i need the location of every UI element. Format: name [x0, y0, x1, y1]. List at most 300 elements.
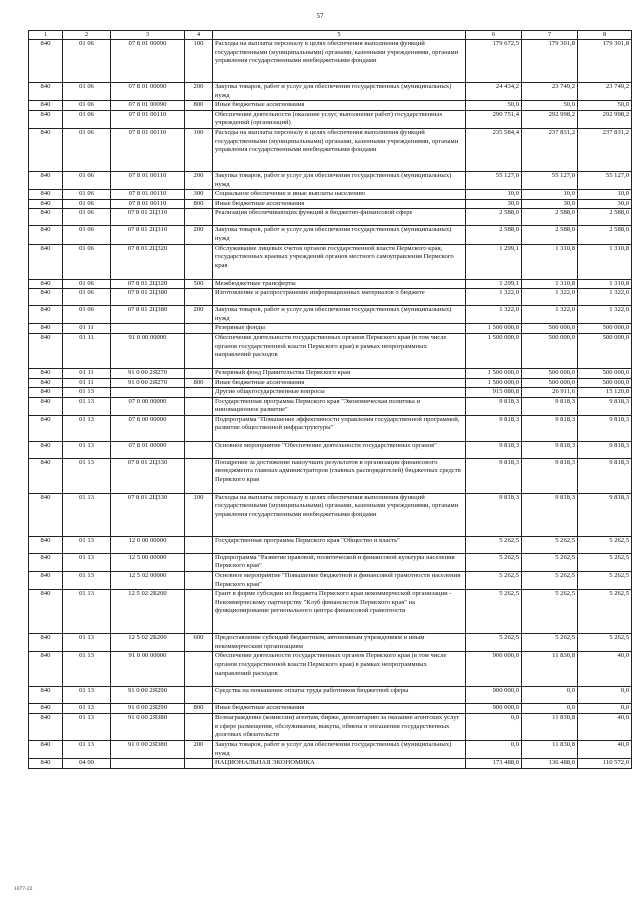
amount-year3-cell: 5 262,5 [578, 553, 632, 571]
agency-code-cell: 840 [29, 493, 63, 536]
amount-year1-cell: 9 818,3 [466, 493, 522, 536]
amount-year2-cell: 0,0 [522, 687, 578, 704]
section-code-cell: 01 06 [63, 279, 111, 289]
description-cell: Реализация обеспечивающих функций в бюджетно-финансовой сфере [213, 209, 466, 226]
description-cell: Поощрение за достижение наилучших результатов в организации финансового менеджмента главных администраторов (главных распорядителей) бюджетных средств Пермского края [213, 458, 466, 493]
description-cell: Средства на повышение оплаты труда работников бюджетной сферы [213, 687, 466, 704]
target-article-cell: 07 8 01 2Ц310 [111, 209, 185, 226]
amount-year1-cell: 24 434,2 [466, 83, 522, 101]
amount-year3-cell: 15 120,8 [578, 388, 632, 398]
amount-year3-cell: 23 749,2 [578, 83, 632, 101]
expense-type-cell [185, 388, 213, 398]
table-row [29, 536, 632, 553]
amount-year2-cell: 9 818,3 [522, 397, 578, 415]
column-header: 1 [29, 31, 63, 40]
expense-type-cell: 100 [185, 40, 213, 83]
description-cell: Грант в форме субсидии из бюджета Пермского края некоммерческой организации - Некоммерческому партнерству "Клуб финансистов Пермского края" на функционирование регионального центра финансовой грамотности [213, 590, 466, 634]
table-row [29, 324, 632, 334]
amount-year1-cell: 173 488,0 [466, 759, 522, 769]
amount-year3-cell: 5 262,5 [578, 536, 632, 553]
table-row [29, 199, 632, 209]
section-code-cell: 01 13 [63, 458, 111, 493]
amount-year1-cell: 5 262,5 [466, 536, 522, 553]
agency-code-cell: 840 [29, 553, 63, 571]
amount-year1-cell: 2 588,0 [466, 226, 522, 244]
amount-year1-cell: 235 584,4 [466, 128, 522, 171]
section-code-cell: 01 06 [63, 306, 111, 324]
section-code-cell: 01 13 [63, 590, 111, 634]
table-row [29, 741, 632, 759]
table-row [29, 40, 632, 83]
description-cell: Закупка товаров, работ и услуг для обеспечения государственных (муниципальных) нужд [213, 306, 466, 324]
target-article-cell: 07 8 01 00110 [111, 128, 185, 171]
amount-year3-cell: 0,0 [578, 704, 632, 714]
expense-type-cell: 200 [185, 226, 213, 244]
amount-year1-cell: 290 751,4 [466, 110, 522, 128]
section-code-cell: 01 13 [63, 397, 111, 415]
amount-year1-cell: 5 262,5 [466, 572, 522, 590]
section-code-cell: 01 11 [63, 378, 111, 388]
expense-type-cell [185, 759, 213, 769]
agency-code-cell: 840 [29, 199, 63, 209]
amount-year1-cell: 30,0 [466, 199, 522, 209]
table-row [29, 441, 632, 458]
table-header-row [29, 31, 632, 40]
amount-year1-cell: 900 000,0 [466, 652, 522, 687]
description-cell: Основное мероприятие "Обеспечение деятельности государственных органов" [213, 441, 466, 458]
description-cell: Расходы на выплаты персоналу в целях обеспечения выполнения функций государственными (муниципальными) органами, казенными учреждениями, органами управления государственными внебюджетными фондами [213, 128, 466, 171]
amount-year2-cell: 136 488,0 [522, 759, 578, 769]
expense-type-cell [185, 458, 213, 493]
amount-year3-cell: 500 000,0 [578, 368, 632, 378]
section-code-cell: 01 13 [63, 714, 111, 741]
table-row [29, 704, 632, 714]
description-cell: Подпрограмма "Повышение эффективности управления государственной программой, развитие общественной инфраструктуры" [213, 415, 466, 441]
amount-year2-cell: 9 818,3 [522, 441, 578, 458]
target-article-cell: 07 8 01 00110 [111, 190, 185, 200]
amount-year1-cell: 1 322,0 [466, 289, 522, 306]
agency-code-cell: 840 [29, 572, 63, 590]
agency-code-cell: 840 [29, 388, 63, 398]
section-code-cell: 04 00 [63, 759, 111, 769]
target-article-cell [111, 324, 185, 334]
amount-year2-cell: 1 310,8 [522, 279, 578, 289]
description-cell: Межбюджетные трансферты [213, 279, 466, 289]
table-row [29, 378, 632, 388]
amount-year2-cell: 30,0 [522, 199, 578, 209]
description-cell: Государственная программа Пермского края "Общество и власть" [213, 536, 466, 553]
target-article-cell: 12 5 02 2Б200 [111, 634, 185, 652]
column-header: 8 [578, 31, 632, 40]
description-cell: Изготовление и распространение информационных материалов о бюджете [213, 289, 466, 306]
agency-code-cell: 840 [29, 333, 63, 368]
table-row [29, 333, 632, 368]
agency-code-cell: 840 [29, 171, 63, 189]
amount-year1-cell: 5 262,5 [466, 590, 522, 634]
amount-year3-cell: 1 322,0 [578, 289, 632, 306]
amount-year2-cell: 10,0 [522, 190, 578, 200]
table-row [29, 687, 632, 704]
amount-year2-cell: 179 301,8 [522, 40, 578, 83]
section-code-cell: 01 06 [63, 244, 111, 279]
agency-code-cell: 840 [29, 704, 63, 714]
section-code-cell: 01 13 [63, 388, 111, 398]
table-row [29, 128, 632, 171]
target-article-cell: 12 5 02 2Б200 [111, 590, 185, 634]
section-code-cell: 01 13 [63, 493, 111, 536]
agency-code-cell: 840 [29, 226, 63, 244]
amount-year2-cell: 2 588,0 [522, 226, 578, 244]
amount-year1-cell: 5 262,5 [466, 634, 522, 652]
section-code-cell: 01 13 [63, 572, 111, 590]
amount-year1-cell: 915 080,8 [466, 388, 522, 398]
description-cell: Резервные фонды [213, 324, 466, 334]
agency-code-cell: 840 [29, 441, 63, 458]
expense-type-cell [185, 209, 213, 226]
amount-year3-cell: 179 301,8 [578, 40, 632, 83]
target-article-cell: 07 8 01 2Ц310 [111, 226, 185, 244]
target-article-cell: 07 8 01 2Ц380 [111, 289, 185, 306]
expense-type-cell [185, 244, 213, 279]
description-cell: Иные бюджетные ассигнования [213, 101, 466, 111]
table-row [29, 209, 632, 226]
amount-year1-cell: 1 500 000,0 [466, 378, 522, 388]
amount-year3-cell: 40,0 [578, 741, 632, 759]
table-row [29, 279, 632, 289]
table-row [29, 83, 632, 101]
section-code-cell: 01 11 [63, 333, 111, 368]
expense-type-cell [185, 289, 213, 306]
table-row [29, 634, 632, 652]
description-cell: Обеспечение деятельности (оказание услуг, выполнение работ) государственных учреждений (организаций) [213, 110, 466, 128]
agency-code-cell: 840 [29, 101, 63, 111]
amount-year3-cell: 9 818,3 [578, 415, 632, 441]
amount-year3-cell: 500 000,0 [578, 378, 632, 388]
expense-type-cell: 200 [185, 741, 213, 759]
column-header: 2 [63, 31, 111, 40]
expense-type-cell [185, 110, 213, 128]
amount-year1-cell: 9 818,3 [466, 441, 522, 458]
section-code-cell: 01 06 [63, 83, 111, 101]
amount-year1-cell: 5 262,5 [466, 553, 522, 571]
amount-year3-cell: 40,0 [578, 714, 632, 741]
description-cell: Закупка товаров, работ и услуг для обеспечения государственных (муниципальных) нужд [213, 171, 466, 189]
description-cell: Обеспечение деятельности государственных органов Пермского края (в том числе органов государственной власти Пермского края) в рамках непрограммных направлений расходов [213, 333, 466, 368]
amount-year2-cell: 5 262,5 [522, 634, 578, 652]
target-article-cell: 07 8 01 2Ц320 [111, 279, 185, 289]
expense-type-cell [185, 415, 213, 441]
section-code-cell: 01 13 [63, 553, 111, 571]
description-cell: Закупка товаров, работ и услуг для обеспечения государственных (муниципальных) нужд [213, 83, 466, 101]
amount-year3-cell: 2 588,0 [578, 209, 632, 226]
expense-type-cell [185, 536, 213, 553]
agency-code-cell: 840 [29, 397, 63, 415]
amount-year2-cell: 292 998,2 [522, 110, 578, 128]
description-cell: Иные бюджетные ассигнования [213, 378, 466, 388]
description-cell: Предоставление субсидий бюджетным, автономным учреждениям и иным некоммерческим организациям [213, 634, 466, 652]
target-article-cell: 12 5 00 00000 [111, 553, 185, 571]
description-cell: Закупка товаров, работ и услуг для обеспечения государственных (муниципальных) нужд [213, 226, 466, 244]
section-code-cell: 01 06 [63, 190, 111, 200]
amount-year2-cell: 9 818,3 [522, 493, 578, 536]
agency-code-cell: 840 [29, 40, 63, 83]
table-row [29, 572, 632, 590]
description-cell: Обеспечение деятельности государственных органов Пермского края (в том числе органов государственной власти Пермского края) в рамках непрограммных направлений расходов [213, 652, 466, 687]
expense-type-cell: 200 [185, 83, 213, 101]
target-article-cell: 07 8 01 2Ц330 [111, 458, 185, 493]
agency-code-cell: 840 [29, 652, 63, 687]
amount-year2-cell: 23 749,2 [522, 83, 578, 101]
description-cell: Другие общегосударственные вопросы [213, 388, 466, 398]
amount-year3-cell: 30,0 [578, 199, 632, 209]
description-cell: Основное мероприятие "Повышение бюджетной и финансовой грамотности населения Пермского края" [213, 572, 466, 590]
target-article-cell: 12 5 02 00000 [111, 572, 185, 590]
amount-year3-cell: 110 572,0 [578, 759, 632, 769]
footer-code: 1077-22 [14, 886, 33, 892]
amount-year2-cell: 1 322,0 [522, 289, 578, 306]
target-article-cell: 91 0 00 2Я290 [111, 704, 185, 714]
amount-year3-cell: 9 818,3 [578, 458, 632, 493]
amount-year3-cell: 9 818,3 [578, 397, 632, 415]
amount-year2-cell: 11 830,8 [522, 652, 578, 687]
description-cell: Резервный фонд Правительства Пермского края [213, 368, 466, 378]
expense-type-cell: 200 [185, 171, 213, 189]
amount-year2-cell: 26 911,6 [522, 388, 578, 398]
amount-year2-cell: 50,0 [522, 101, 578, 111]
section-code-cell: 01 06 [63, 110, 111, 128]
agency-code-cell: 840 [29, 324, 63, 334]
section-code-cell: 01 06 [63, 101, 111, 111]
column-header: 4 [185, 31, 213, 40]
agency-code-cell: 840 [29, 458, 63, 493]
section-code-cell: 01 13 [63, 704, 111, 714]
amount-year1-cell: 1 299,1 [466, 244, 522, 279]
amount-year2-cell: 0,0 [522, 704, 578, 714]
target-article-cell: 91 0 00 00000 [111, 333, 185, 368]
expense-type-cell: 800 [185, 704, 213, 714]
amount-year1-cell: 1 322,0 [466, 306, 522, 324]
target-article-cell: 91 0 00 00000 [111, 652, 185, 687]
description-cell: Расходы на выплаты персоналу в целях обеспечения выполнения функций государственными (муниципальными) органами, казенными учреждениями, органами управления государственными внебюджетными фондами [213, 493, 466, 536]
expense-type-cell [185, 652, 213, 687]
section-code-cell: 01 13 [63, 652, 111, 687]
section-code-cell: 01 06 [63, 128, 111, 171]
description-cell: Государственная программа Пермского края "Экономическая политика и инновационное развитие" [213, 397, 466, 415]
target-article-cell: 91 0 00 2Я290 [111, 687, 185, 704]
amount-year2-cell: 5 262,5 [522, 536, 578, 553]
section-code-cell: 01 13 [63, 536, 111, 553]
table-row [29, 652, 632, 687]
agency-code-cell: 840 [29, 378, 63, 388]
amount-year2-cell: 500 000,0 [522, 368, 578, 378]
agency-code-cell: 840 [29, 110, 63, 128]
section-code-cell: 01 06 [63, 226, 111, 244]
table-row [29, 759, 632, 769]
amount-year2-cell: 500 000,0 [522, 333, 578, 368]
amount-year1-cell: 9 818,3 [466, 458, 522, 493]
section-code-cell: 01 11 [63, 368, 111, 378]
expense-type-cell: 100 [185, 128, 213, 171]
table-row [29, 368, 632, 378]
section-code-cell: 01 06 [63, 289, 111, 306]
target-article-cell: 07 0 00 00000 [111, 397, 185, 415]
amount-year1-cell: 55 127,0 [466, 171, 522, 189]
table-row [29, 306, 632, 324]
amount-year2-cell: 1 310,8 [522, 244, 578, 279]
agency-code-cell: 840 [29, 306, 63, 324]
expense-type-cell [185, 687, 213, 704]
agency-code-cell: 840 [29, 415, 63, 441]
description-cell: Социальное обеспечение и иные выплаты населению [213, 190, 466, 200]
target-article-cell: 07 8 00 00000 [111, 415, 185, 441]
agency-code-cell: 840 [29, 83, 63, 101]
expense-type-cell [185, 333, 213, 368]
target-article-cell: 07 8 01 00110 [111, 199, 185, 209]
column-header: 7 [522, 31, 578, 40]
amount-year3-cell: 2 588,0 [578, 226, 632, 244]
amount-year2-cell: 11 830,8 [522, 714, 578, 741]
description-cell: Иные бюджетные ассигнования [213, 199, 466, 209]
amount-year3-cell: 40,0 [578, 652, 632, 687]
table-row [29, 388, 632, 398]
table-row [29, 244, 632, 279]
expense-type-cell: 100 [185, 493, 213, 536]
table-row [29, 110, 632, 128]
amount-year3-cell: 5 262,5 [578, 572, 632, 590]
agency-code-cell: 840 [29, 128, 63, 171]
table-row [29, 289, 632, 306]
amount-year1-cell: 900 000,0 [466, 704, 522, 714]
amount-year3-cell: 10,0 [578, 190, 632, 200]
table-row [29, 590, 632, 634]
amount-year3-cell: 292 998,2 [578, 110, 632, 128]
description-cell: Иные бюджетные ассигнования [213, 704, 466, 714]
target-article-cell: 91 0 00 2Я270 [111, 368, 185, 378]
expense-type-cell: 800 [185, 378, 213, 388]
target-article-cell: 91 0 00 2Я380 [111, 741, 185, 759]
agency-code-cell: 840 [29, 244, 63, 279]
expense-type-cell [185, 714, 213, 741]
table-row [29, 714, 632, 741]
amount-year3-cell: 9 818,3 [578, 441, 632, 458]
amount-year1-cell: 0,0 [466, 714, 522, 741]
amount-year2-cell: 5 262,5 [522, 572, 578, 590]
amount-year3-cell: 1 322,0 [578, 306, 632, 324]
expense-type-cell [185, 590, 213, 634]
target-article-cell: 07 8 01 2Ц330 [111, 493, 185, 536]
description-cell: Подпрограмма "Развитие правовой, политической и финансовой культуры населения Пермского края" [213, 553, 466, 571]
target-article-cell: 07 8 01 2Ц320 [111, 244, 185, 279]
expense-type-cell: 800 [185, 101, 213, 111]
amount-year2-cell: 11 830,8 [522, 741, 578, 759]
target-article-cell: 07 8 01 00110 [111, 171, 185, 189]
amount-year2-cell: 2 588,0 [522, 209, 578, 226]
amount-year2-cell: 5 262,5 [522, 553, 578, 571]
table-row [29, 493, 632, 536]
amount-year2-cell: 1 322,0 [522, 306, 578, 324]
amount-year3-cell: 1 310,8 [578, 244, 632, 279]
section-code-cell: 01 06 [63, 199, 111, 209]
table-row [29, 458, 632, 493]
description-cell: НАЦИОНАЛЬНАЯ ЭКОНОМИКА [213, 759, 466, 769]
amount-year3-cell: 500 000,0 [578, 333, 632, 368]
agency-code-cell: 840 [29, 289, 63, 306]
agency-code-cell: 840 [29, 590, 63, 634]
target-article-cell: 07 8 01 00090 [111, 40, 185, 83]
amount-year2-cell: 500 000,0 [522, 378, 578, 388]
amount-year3-cell: 0,0 [578, 687, 632, 704]
amount-year1-cell: 1 500 000,0 [466, 368, 522, 378]
amount-year1-cell: 9 818,3 [466, 415, 522, 441]
table-row [29, 415, 632, 441]
column-header: 5 [213, 31, 466, 40]
agency-code-cell: 840 [29, 190, 63, 200]
table-row [29, 226, 632, 244]
table-row [29, 397, 632, 415]
amount-year3-cell: 55 127,0 [578, 171, 632, 189]
target-article-cell: 07 8 01 00090 [111, 101, 185, 111]
amount-year2-cell: 5 262,5 [522, 590, 578, 634]
description-cell: Закупка товаров, работ и услуг для обеспечения государственных (муниципальных) нужд [213, 741, 466, 759]
amount-year1-cell: 2 588,0 [466, 209, 522, 226]
target-article-cell [111, 388, 185, 398]
expense-type-cell: 800 [185, 199, 213, 209]
amount-year2-cell: 9 818,3 [522, 458, 578, 493]
amount-year2-cell: 237 831,2 [522, 128, 578, 171]
amount-year1-cell: 1 299,1 [466, 279, 522, 289]
expense-type-cell: 200 [185, 306, 213, 324]
amount-year1-cell: 179 672,5 [466, 40, 522, 83]
section-code-cell: 01 13 [63, 687, 111, 704]
section-code-cell: 01 13 [63, 634, 111, 652]
agency-code-cell: 840 [29, 279, 63, 289]
expense-type-cell [185, 572, 213, 590]
column-header: 6 [466, 31, 522, 40]
table-row [29, 553, 632, 571]
expense-type-cell [185, 324, 213, 334]
amount-year3-cell: 5 262,5 [578, 590, 632, 634]
amount-year1-cell: 50,0 [466, 101, 522, 111]
target-article-cell: 07 8 01 00000 [111, 441, 185, 458]
expense-type-cell: 300 [185, 190, 213, 200]
table-row [29, 101, 632, 111]
description-cell: Вознаграждение (комиссии) агентам, бирже, депозитарию за оказание агентских услуг в сфере размещения, обслуживания, выкупа, обмена и погашения государственных долговых обязательств [213, 714, 466, 741]
amount-year3-cell: 5 262,5 [578, 634, 632, 652]
expense-type-cell [185, 368, 213, 378]
target-article-cell: 07 8 01 00110 [111, 110, 185, 128]
section-code-cell: 01 06 [63, 171, 111, 189]
amount-year3-cell: 500 000,0 [578, 324, 632, 334]
target-article-cell: 12 0 00 00000 [111, 536, 185, 553]
expense-type-cell [185, 553, 213, 571]
agency-code-cell: 840 [29, 687, 63, 704]
amount-year3-cell: 50,0 [578, 101, 632, 111]
agency-code-cell: 840 [29, 714, 63, 741]
description-cell: Расходы на выплаты персоналу в целях обеспечения выполнения функций государственными (муниципальными) органами, казенными учреждениями, органами управления государственными внебюджетными фондами [213, 40, 466, 83]
expense-type-cell [185, 397, 213, 415]
amount-year2-cell: 55 127,0 [522, 171, 578, 189]
section-code-cell: 01 06 [63, 40, 111, 83]
amount-year2-cell: 9 818,3 [522, 415, 578, 441]
section-code-cell: 01 13 [63, 741, 111, 759]
amount-year1-cell: 9 818,3 [466, 397, 522, 415]
section-code-cell: 01 11 [63, 324, 111, 334]
target-article-cell: 07 8 01 2Ц380 [111, 306, 185, 324]
amount-year3-cell: 9 818,3 [578, 493, 632, 536]
expense-type-cell: 600 [185, 634, 213, 652]
amount-year1-cell: 10,0 [466, 190, 522, 200]
expense-type-cell [185, 441, 213, 458]
